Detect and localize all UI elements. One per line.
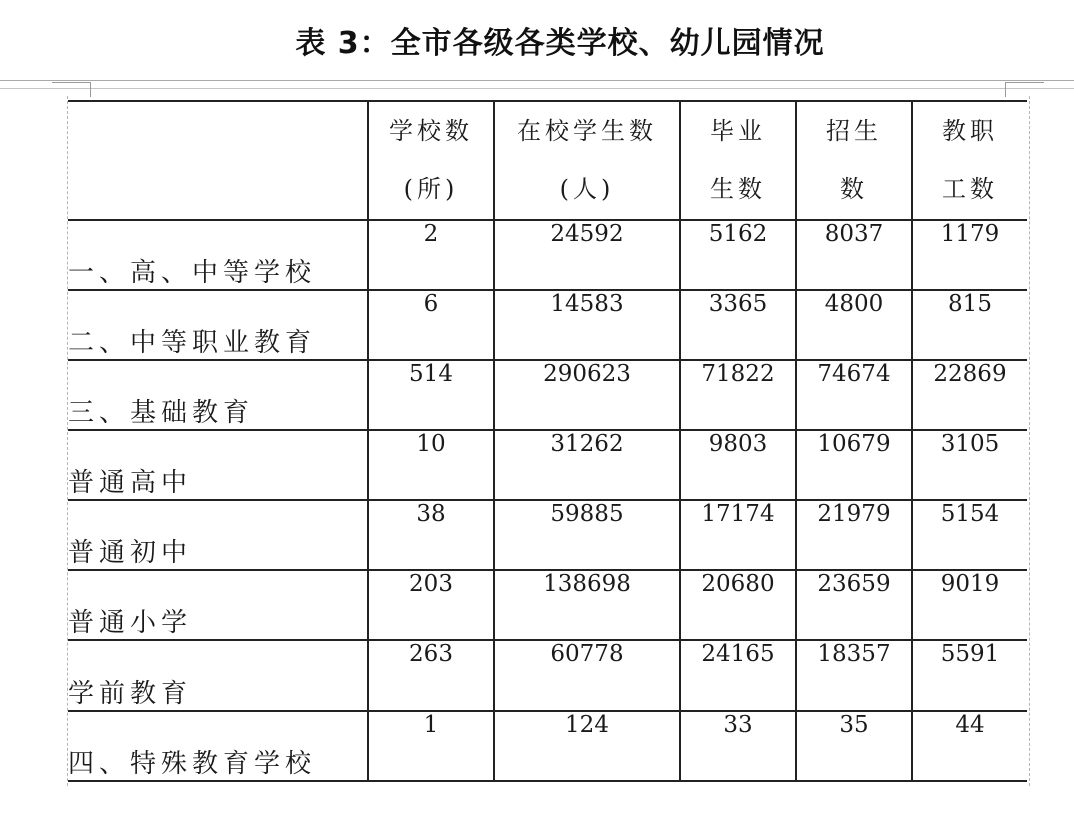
students-cell: 24592 bbox=[494, 220, 680, 290]
row-label: 学前教育 bbox=[68, 640, 368, 711]
staff-cell: 44 bbox=[912, 711, 1027, 781]
enrolled-cell: 21979 bbox=[796, 500, 912, 570]
table-row bbox=[68, 500, 1027, 570]
enrolled-cell: 10679 bbox=[796, 430, 912, 500]
schools-cell: 2 bbox=[368, 220, 494, 290]
enrolled-cell: 8037 bbox=[796, 220, 912, 290]
table-row bbox=[68, 570, 1027, 640]
enrolled-cell: 74674 bbox=[796, 360, 912, 430]
graduates-cell: 3365 bbox=[680, 290, 796, 360]
schools-cell: 203 bbox=[368, 570, 494, 640]
table-row bbox=[68, 290, 1027, 360]
students-cell: 60778 bbox=[494, 640, 680, 711]
page-separator-line bbox=[0, 80, 1074, 81]
graduates-cell: 9803 bbox=[680, 430, 796, 500]
enrolled-cell: 18357 bbox=[796, 640, 912, 711]
table-row bbox=[68, 640, 1027, 711]
students-cell: 14583 bbox=[494, 290, 680, 360]
row-label: 三、基础教育 bbox=[68, 360, 368, 430]
table-header-row bbox=[68, 101, 1027, 220]
schools-cell: 1 bbox=[368, 711, 494, 781]
students-cell: 31262 bbox=[494, 430, 680, 500]
students-cell: 124 bbox=[494, 711, 680, 781]
staff-cell: 815 bbox=[912, 290, 1027, 360]
schools-cell: 6 bbox=[368, 290, 494, 360]
staff-cell: 1179 bbox=[912, 220, 1027, 290]
table-row bbox=[68, 220, 1027, 290]
margin-corner-mark bbox=[52, 82, 91, 97]
students-cell: 59885 bbox=[494, 500, 680, 570]
row-label: 普通初中 bbox=[68, 500, 368, 570]
page-separator-line bbox=[0, 88, 1074, 89]
schools-cell: 263 bbox=[368, 640, 494, 711]
header-cell-schools: 学校数 (所) bbox=[368, 101, 494, 220]
graduates-cell: 5162 bbox=[680, 220, 796, 290]
table-row bbox=[68, 360, 1027, 430]
graduates-cell: 33 bbox=[680, 711, 796, 781]
row-label: 四、特殊教育学校 bbox=[68, 711, 368, 781]
students-cell: 138698 bbox=[494, 570, 680, 640]
table-row bbox=[68, 711, 1027, 781]
enrolled-cell: 4800 bbox=[796, 290, 912, 360]
schools-cell: 514 bbox=[368, 360, 494, 430]
staff-cell: 22869 bbox=[912, 360, 1027, 430]
header-cell-staff: 教职 工数 bbox=[912, 101, 1027, 220]
header-cell-empty bbox=[68, 101, 368, 220]
margin-guide-line bbox=[1029, 96, 1030, 786]
graduates-cell: 17174 bbox=[680, 500, 796, 570]
students-cell: 290623 bbox=[494, 360, 680, 430]
graduates-cell: 20680 bbox=[680, 570, 796, 640]
header-cell-enrolled: 招生 数 bbox=[796, 101, 912, 220]
graduates-cell: 71822 bbox=[680, 360, 796, 430]
staff-cell: 3105 bbox=[912, 430, 1027, 500]
header-cell-graduates: 毕业 生数 bbox=[680, 101, 796, 220]
row-label: 一、高、中等学校 bbox=[68, 220, 368, 290]
header-cell-students: 在校学生数 (人) bbox=[494, 101, 680, 220]
row-label: 二、中等职业教育 bbox=[68, 290, 368, 360]
row-label: 普通高中 bbox=[68, 430, 368, 500]
row-label: 普通小学 bbox=[68, 570, 368, 640]
schools-cell: 10 bbox=[368, 430, 494, 500]
education-statistics-table bbox=[68, 100, 1027, 782]
table-row bbox=[68, 430, 1027, 500]
margin-corner-mark bbox=[1005, 82, 1044, 97]
enrolled-cell: 23659 bbox=[796, 570, 912, 640]
enrolled-cell: 35 bbox=[796, 711, 912, 781]
staff-cell: 9019 bbox=[912, 570, 1027, 640]
table-title: 表 3：全市各级各类学校、幼儿园情况 bbox=[295, 26, 825, 61]
graduates-cell: 24165 bbox=[680, 640, 796, 711]
schools-cell: 38 bbox=[368, 500, 494, 570]
staff-cell: 5591 bbox=[912, 640, 1027, 711]
staff-cell: 5154 bbox=[912, 500, 1027, 570]
